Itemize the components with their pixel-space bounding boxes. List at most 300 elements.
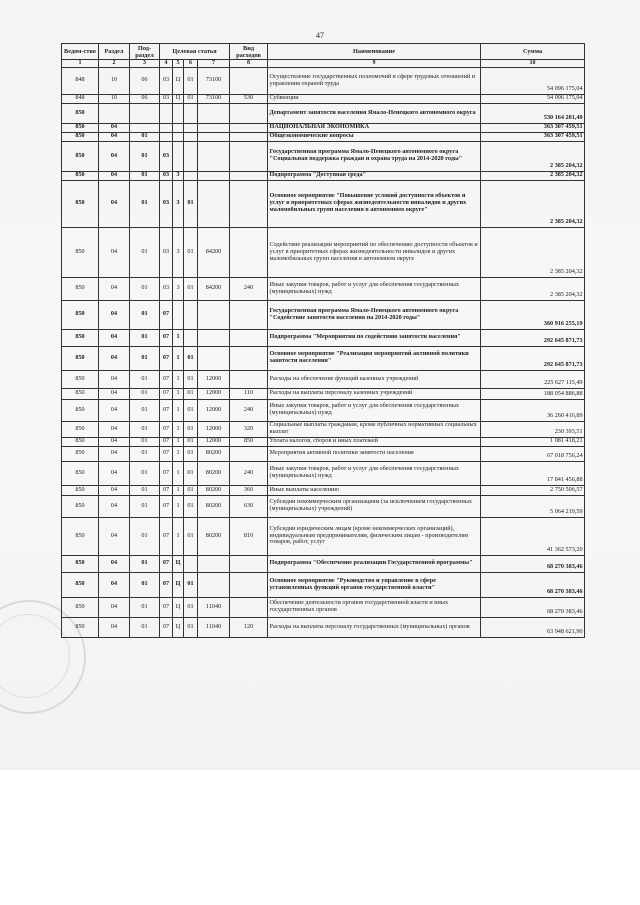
cell-dept: 850 — [62, 132, 99, 141]
cell-t1: 07 — [160, 370, 173, 388]
cell-t2: Ц — [173, 555, 184, 572]
cell-type — [230, 132, 268, 141]
column-number-row — [62, 60, 585, 68]
cell-sub: 06 — [130, 94, 160, 103]
cell-sec: 04 — [99, 555, 130, 572]
cell-t4: 84200 — [198, 277, 230, 300]
cell-sub: 06 — [130, 67, 160, 94]
table-row — [62, 123, 585, 132]
cell-sub: 01 — [130, 437, 160, 446]
cell-dept: 850 — [62, 446, 99, 461]
cell-sub: 01 — [130, 277, 160, 300]
cell-sub: 01 — [130, 617, 160, 637]
cell-sub: 01 — [130, 572, 160, 597]
cell-t4: 80200 — [198, 495, 230, 517]
header-department: Ведом-ство — [62, 44, 99, 60]
cell-t4 — [198, 123, 230, 132]
cell-amount: 363 307 459,51 — [481, 132, 585, 141]
cell-name: Подпрограмма "Доступная среда" — [268, 171, 481, 180]
cell-t1: 07 — [160, 399, 173, 421]
cell-t4: 11040 — [198, 617, 230, 637]
cell-type — [230, 123, 268, 132]
cell-amount: 363 307 459,51 — [481, 123, 585, 132]
cell-t2: 1 — [173, 461, 184, 485]
column-number: 8 — [230, 60, 268, 68]
column-number: 5 — [173, 60, 184, 68]
cell-sec: 04 — [99, 572, 130, 597]
cell-t4 — [198, 555, 230, 572]
cell-name: Расходы на выплаты персоналу государственных (муниципальных) органов — [268, 617, 481, 637]
cell-type — [230, 597, 268, 617]
cell-name: Осуществление государственных полномочий в сфере трудовых отношений и управления охраной труда — [268, 67, 481, 94]
cell-dept: 850 — [62, 329, 99, 346]
column-number: 9 — [268, 60, 481, 68]
cell-dept: 850 — [62, 103, 99, 123]
cell-dept: 850 — [62, 370, 99, 388]
cell-dept: 850 — [62, 227, 99, 277]
cell-name: Департамент занятости населения Ямало-Ненецкого автономного округа — [268, 103, 481, 123]
cell-type — [230, 103, 268, 123]
column-number: 6 — [184, 60, 198, 68]
cell-type — [230, 67, 268, 94]
table-row — [62, 171, 585, 180]
table-row — [62, 495, 585, 517]
header-target-item: Целевая статья — [160, 44, 230, 60]
cell-name: Основное мероприятие "Реализация мероприятий активной политики занятости населения" — [268, 346, 481, 370]
table-row — [62, 103, 585, 123]
cell-t3 — [184, 123, 198, 132]
cell-sec: 04 — [99, 485, 130, 495]
cell-name: Государственная программа Ямало-Ненецкого автономного округа "Социальная поддержка граждан и охрана труда на 2014-2020 годы" — [268, 141, 481, 171]
cell-t3: 01 — [184, 67, 198, 94]
cell-t2: 3 — [173, 277, 184, 300]
cell-type: 530 — [230, 94, 268, 103]
header-amount: Сумма — [481, 44, 585, 60]
cell-dept: 850 — [62, 617, 99, 637]
cell-t4: 12000 — [198, 399, 230, 421]
cell-sec: 04 — [99, 388, 130, 399]
cell-t2: 1 — [173, 495, 184, 517]
cell-t3: 01 — [184, 180, 198, 227]
cell-t2: 1 — [173, 437, 184, 446]
cell-dept: 850 — [62, 141, 99, 171]
cell-sub: 01 — [130, 555, 160, 572]
cell-t1: 03 — [160, 94, 173, 103]
cell-type: 110 — [230, 388, 268, 399]
cell-name: Социальные выплаты гражданам, кроме публичных нормативных социальных выплат — [268, 421, 481, 437]
cell-sec — [99, 103, 130, 123]
table-row — [62, 300, 585, 329]
cell-amount: 68 270 383,46 — [481, 572, 585, 597]
cell-amount: 2 750 506,57 — [481, 485, 585, 495]
table-row — [62, 67, 585, 94]
cell-type: 320 — [230, 421, 268, 437]
cell-t1: 03 — [160, 171, 173, 180]
cell-t3: 01 — [184, 446, 198, 461]
cell-t1: 07 — [160, 617, 173, 637]
cell-amount: 63 948 621,90 — [481, 617, 585, 637]
cell-t2: Ц — [173, 572, 184, 597]
cell-type: 240 — [230, 277, 268, 300]
cell-sub: 01 — [130, 370, 160, 388]
table-row — [62, 370, 585, 388]
cell-t2: 1 — [173, 399, 184, 421]
cell-sub: 01 — [130, 180, 160, 227]
cell-t2: 3 — [173, 227, 184, 277]
cell-t3 — [184, 171, 198, 180]
cell-name: Субвенции — [268, 94, 481, 103]
cell-t4 — [198, 171, 230, 180]
cell-t1: 07 — [160, 346, 173, 370]
cell-sub: 01 — [130, 495, 160, 517]
table-row — [62, 421, 585, 437]
cell-type — [230, 555, 268, 572]
table-body — [62, 67, 585, 637]
cell-t4 — [198, 572, 230, 597]
cell-t1 — [160, 123, 173, 132]
header-subsection: Под-раздел — [130, 44, 160, 60]
cell-sec: 04 — [99, 132, 130, 141]
cell-amount: 2 385 204,32 — [481, 141, 585, 171]
cell-t1: 07 — [160, 461, 173, 485]
cell-type: 850 — [230, 437, 268, 446]
table-row — [62, 132, 585, 141]
cell-dept: 850 — [62, 461, 99, 485]
cell-name: Основное мероприятие "Повышение условий доступности объектов и услуг в приоритетных сферах жизнедеятельности инвалидов и других маломобильных групп населения в автономном округе" — [268, 180, 481, 227]
page-number: 47 — [316, 31, 324, 40]
cell-t1: 03 — [160, 141, 173, 171]
cell-amount: 41 362 573,20 — [481, 517, 585, 555]
cell-t2: Ц — [173, 94, 184, 103]
cell-t1: 07 — [160, 572, 173, 597]
cell-dept: 850 — [62, 555, 99, 572]
cell-t3: 01 — [184, 495, 198, 517]
cell-type: 120 — [230, 617, 268, 637]
cell-name: Мероприятия активной политики занятости населения — [268, 446, 481, 461]
cell-type — [230, 300, 268, 329]
cell-type — [230, 180, 268, 227]
cell-sub: 01 — [130, 227, 160, 277]
cell-t1: 07 — [160, 437, 173, 446]
cell-t2: 1 — [173, 388, 184, 399]
cell-t4: 11040 — [198, 597, 230, 617]
cell-t4: 80200 — [198, 446, 230, 461]
cell-t3: 01 — [184, 597, 198, 617]
cell-dept: 850 — [62, 597, 99, 617]
cell-t1: 07 — [160, 329, 173, 346]
cell-sec: 04 — [99, 277, 130, 300]
cell-t1: 03 — [160, 277, 173, 300]
cell-amount: 292 645 871,73 — [481, 346, 585, 370]
cell-sec: 04 — [99, 437, 130, 446]
cell-t4 — [198, 141, 230, 171]
cell-t1 — [160, 103, 173, 123]
table-row — [62, 517, 585, 555]
column-number: 7 — [198, 60, 230, 68]
cell-dept: 850 — [62, 399, 99, 421]
cell-type — [230, 370, 268, 388]
cell-dept: 850 — [62, 346, 99, 370]
cell-sec: 04 — [99, 123, 130, 132]
cell-sec: 04 — [99, 517, 130, 555]
cell-name: Расходы на обеспечение функций казенных учреждений — [268, 370, 481, 388]
cell-t2 — [173, 300, 184, 329]
budget-table — [61, 43, 585, 638]
cell-t1: 07 — [160, 555, 173, 572]
cell-name: НАЦИОНАЛЬНАЯ ЭКОНОМИКА — [268, 123, 481, 132]
cell-amount: 67 018 756,24 — [481, 446, 585, 461]
cell-amount: 360 916 255,19 — [481, 300, 585, 329]
cell-t3: 01 — [184, 461, 198, 485]
column-number: 10 — [481, 60, 585, 68]
cell-t2: 1 — [173, 517, 184, 555]
cell-t3: 01 — [184, 572, 198, 597]
table-row — [62, 399, 585, 421]
cell-t3: 01 — [184, 517, 198, 555]
cell-name: Иные закупки товаров, работ и услуг для обеспечения государственных (муниципальных) нужд — [268, 277, 481, 300]
cell-type — [230, 171, 268, 180]
cell-dept: 850 — [62, 495, 99, 517]
cell-t3: 01 — [184, 277, 198, 300]
cell-sec: 04 — [99, 617, 130, 637]
cell-t4 — [198, 132, 230, 141]
table-row — [62, 329, 585, 346]
cell-t1: 07 — [160, 597, 173, 617]
header-expense-type: Вид расходов — [230, 44, 268, 60]
cell-sec: 04 — [99, 227, 130, 277]
cell-amount: 530 164 201,40 — [481, 103, 585, 123]
cell-dept: 850 — [62, 277, 99, 300]
table-row — [62, 227, 585, 277]
cell-t3: 01 — [184, 485, 198, 495]
cell-amount: 188 054 886,88 — [481, 388, 585, 399]
cell-t4: 73100 — [198, 94, 230, 103]
cell-amount: 2 385 204,32 — [481, 277, 585, 300]
table-row — [62, 346, 585, 370]
cell-t1: 03 — [160, 67, 173, 94]
cell-t1: 03 — [160, 227, 173, 277]
column-number: 2 — [99, 60, 130, 68]
cell-type: 810 — [230, 517, 268, 555]
cell-t2 — [173, 103, 184, 123]
cell-sub: 01 — [130, 517, 160, 555]
cell-name: Основное мероприятие "Руководство и управление в сфере установленных функций органов государственной власти" — [268, 572, 481, 597]
cell-sub: 01 — [130, 300, 160, 329]
cell-sub: 01 — [130, 171, 160, 180]
table-row — [62, 446, 585, 461]
cell-dept: 850 — [62, 388, 99, 399]
cell-sec: 04 — [99, 597, 130, 617]
cell-t2: 1 — [173, 446, 184, 461]
cell-t3 — [184, 103, 198, 123]
cell-type: 240 — [230, 399, 268, 421]
cell-sec: 04 — [99, 421, 130, 437]
cell-name: Расходы на выплаты персоналу казенных учреждений — [268, 388, 481, 399]
cell-t3: 01 — [184, 94, 198, 103]
cell-t4: 84200 — [198, 227, 230, 277]
cell-t1: 07 — [160, 446, 173, 461]
table-row — [62, 555, 585, 572]
cell-dept: 850 — [62, 180, 99, 227]
cell-name: Уплата налогов, сборов и иных платежей — [268, 437, 481, 446]
cell-t4: 12000 — [198, 421, 230, 437]
cell-amount: 54 096 175,04 — [481, 94, 585, 103]
cell-sec: 10 — [99, 67, 130, 94]
cell-sub: 01 — [130, 485, 160, 495]
cell-t3: 01 — [184, 421, 198, 437]
cell-amount: 2 385 204,32 — [481, 180, 585, 227]
cell-sec: 04 — [99, 446, 130, 461]
cell-t2 — [173, 132, 184, 141]
cell-sub: 01 — [130, 346, 160, 370]
cell-t3 — [184, 555, 198, 572]
cell-name: Содействие реализации мероприятий по обеспечению доступности объектов и услуг в приоритетных сферах жизнедеятельности инвалидов и других маломобильных групп населения в автономном округе — [268, 227, 481, 277]
cell-t4 — [198, 300, 230, 329]
cell-t2: 1 — [173, 370, 184, 388]
cell-sub: 01 — [130, 132, 160, 141]
cell-amount: 1 081 418,21 — [481, 437, 585, 446]
header-name: Наименование — [268, 44, 481, 60]
cell-type — [230, 446, 268, 461]
cell-type — [230, 141, 268, 171]
cell-t2: Ц — [173, 597, 184, 617]
cell-dept: 850 — [62, 437, 99, 446]
cell-amount: 68 270 383,46 — [481, 597, 585, 617]
cell-name: Подпрограмма "Мероприятия по содействию занятости населения" — [268, 329, 481, 346]
cell-t3 — [184, 141, 198, 171]
cell-sec: 04 — [99, 370, 130, 388]
cell-amount: 2 385 204,32 — [481, 227, 585, 277]
cell-sub: 01 — [130, 446, 160, 461]
column-number: 1 — [62, 60, 99, 68]
cell-t2: Ц — [173, 617, 184, 637]
cell-t1: 07 — [160, 388, 173, 399]
table-row — [62, 485, 585, 495]
cell-type — [230, 329, 268, 346]
cell-sec: 04 — [99, 495, 130, 517]
cell-t4: 80200 — [198, 485, 230, 495]
table-row — [62, 141, 585, 171]
cell-dept: 848 — [62, 67, 99, 94]
cell-t1: 07 — [160, 495, 173, 517]
cell-type: 630 — [230, 495, 268, 517]
cell-t2: 3 — [173, 180, 184, 227]
cell-amount: 2 385 204,32 — [481, 171, 585, 180]
cell-name: Субсидии юридическим лицам (кроме некоммерческих организаций), индивидуальным предпринимателям, физическим лицам - производителям товаров, работ, услуг — [268, 517, 481, 555]
cell-dept: 850 — [62, 572, 99, 597]
cell-sub: 01 — [130, 141, 160, 171]
cell-amount: 5 064 219,59 — [481, 495, 585, 517]
cell-t1 — [160, 132, 173, 141]
cell-sec: 10 — [99, 94, 130, 103]
cell-sub — [130, 103, 160, 123]
cell-name: Иные закупки товаров, работ и услуг для обеспечения государственных (муниципальных) нужд — [268, 399, 481, 421]
cell-t4 — [198, 329, 230, 346]
cell-name: Государственная программа Ямало-Ненецкого автономного округа "Содействие занятости населения на 2014-2020 годы" — [268, 300, 481, 329]
cell-t3 — [184, 329, 198, 346]
table-row — [62, 572, 585, 597]
cell-t2: 1 — [173, 329, 184, 346]
cell-sec: 04 — [99, 171, 130, 180]
cell-t4: 12000 — [198, 370, 230, 388]
cell-dept: 850 — [62, 485, 99, 495]
cell-name: Обеспечение деятельности органов государственной власти и иных государственных органов — [268, 597, 481, 617]
cell-sub: 01 — [130, 399, 160, 421]
cell-dept: 850 — [62, 421, 99, 437]
cell-sec: 04 — [99, 399, 130, 421]
cell-t2 — [173, 141, 184, 171]
table-row — [62, 180, 585, 227]
cell-amount: 225 627 115,49 — [481, 370, 585, 388]
cell-sub: 01 — [130, 388, 160, 399]
cell-t1: 07 — [160, 517, 173, 555]
cell-sec: 04 — [99, 180, 130, 227]
table-header-row — [62, 44, 585, 60]
table-row — [62, 437, 585, 446]
cell-name: Иные закупки товаров, работ и услуг для обеспечения государственных (муниципальных) нужд — [268, 461, 481, 485]
cell-t3 — [184, 132, 198, 141]
cell-amount: 36 260 416,89 — [481, 399, 585, 421]
table-row — [62, 617, 585, 637]
cell-sec: 04 — [99, 300, 130, 329]
table-row — [62, 597, 585, 617]
cell-type — [230, 572, 268, 597]
cell-name: Субсидии некоммерческим организациям (за исключением государственных (муниципальных) учреждений) — [268, 495, 481, 517]
cell-t3: 01 — [184, 437, 198, 446]
cell-t3 — [184, 300, 198, 329]
header-section: Раздел — [99, 44, 130, 60]
cell-dept: 848 — [62, 94, 99, 103]
cell-t4: 12000 — [198, 388, 230, 399]
cell-sec: 04 — [99, 329, 130, 346]
cell-dept: 850 — [62, 123, 99, 132]
cell-t1: 07 — [160, 421, 173, 437]
cell-sub: 01 — [130, 329, 160, 346]
cell-t2: 1 — [173, 485, 184, 495]
cell-t3: 01 — [184, 388, 198, 399]
column-number: 3 — [130, 60, 160, 68]
column-number: 4 — [160, 60, 173, 68]
cell-sec: 04 — [99, 141, 130, 171]
cell-t3: 01 — [184, 370, 198, 388]
cell-amount: 54 096 175,04 — [481, 67, 585, 94]
cell-t1: 03 — [160, 180, 173, 227]
table-row — [62, 388, 585, 399]
cell-name: Подпрограмма "Обеспечение реализации Государственной программы" — [268, 555, 481, 572]
cell-t2: Ц — [173, 67, 184, 94]
cell-dept: 850 — [62, 300, 99, 329]
cell-type — [230, 227, 268, 277]
cell-sub: 01 — [130, 597, 160, 617]
cell-t4 — [198, 180, 230, 227]
cell-t3: 01 — [184, 399, 198, 421]
cell-name: Общеэкономические вопросы — [268, 132, 481, 141]
cell-t4: 12000 — [198, 437, 230, 446]
cell-name: Иные выплаты населению — [268, 485, 481, 495]
cell-sub: 01 — [130, 461, 160, 485]
cell-t2: 1 — [173, 421, 184, 437]
cell-t3: 01 — [184, 227, 198, 277]
cell-dept: 850 — [62, 517, 99, 555]
cell-sub — [130, 123, 160, 132]
table-row — [62, 277, 585, 300]
cell-t2: 3 — [173, 171, 184, 180]
cell-type: 240 — [230, 461, 268, 485]
cell-amount: 230 393,51 — [481, 421, 585, 437]
cell-t3: 01 — [184, 617, 198, 637]
cell-t4: 80200 — [198, 461, 230, 485]
cell-amount: 68 270 383,46 — [481, 555, 585, 572]
